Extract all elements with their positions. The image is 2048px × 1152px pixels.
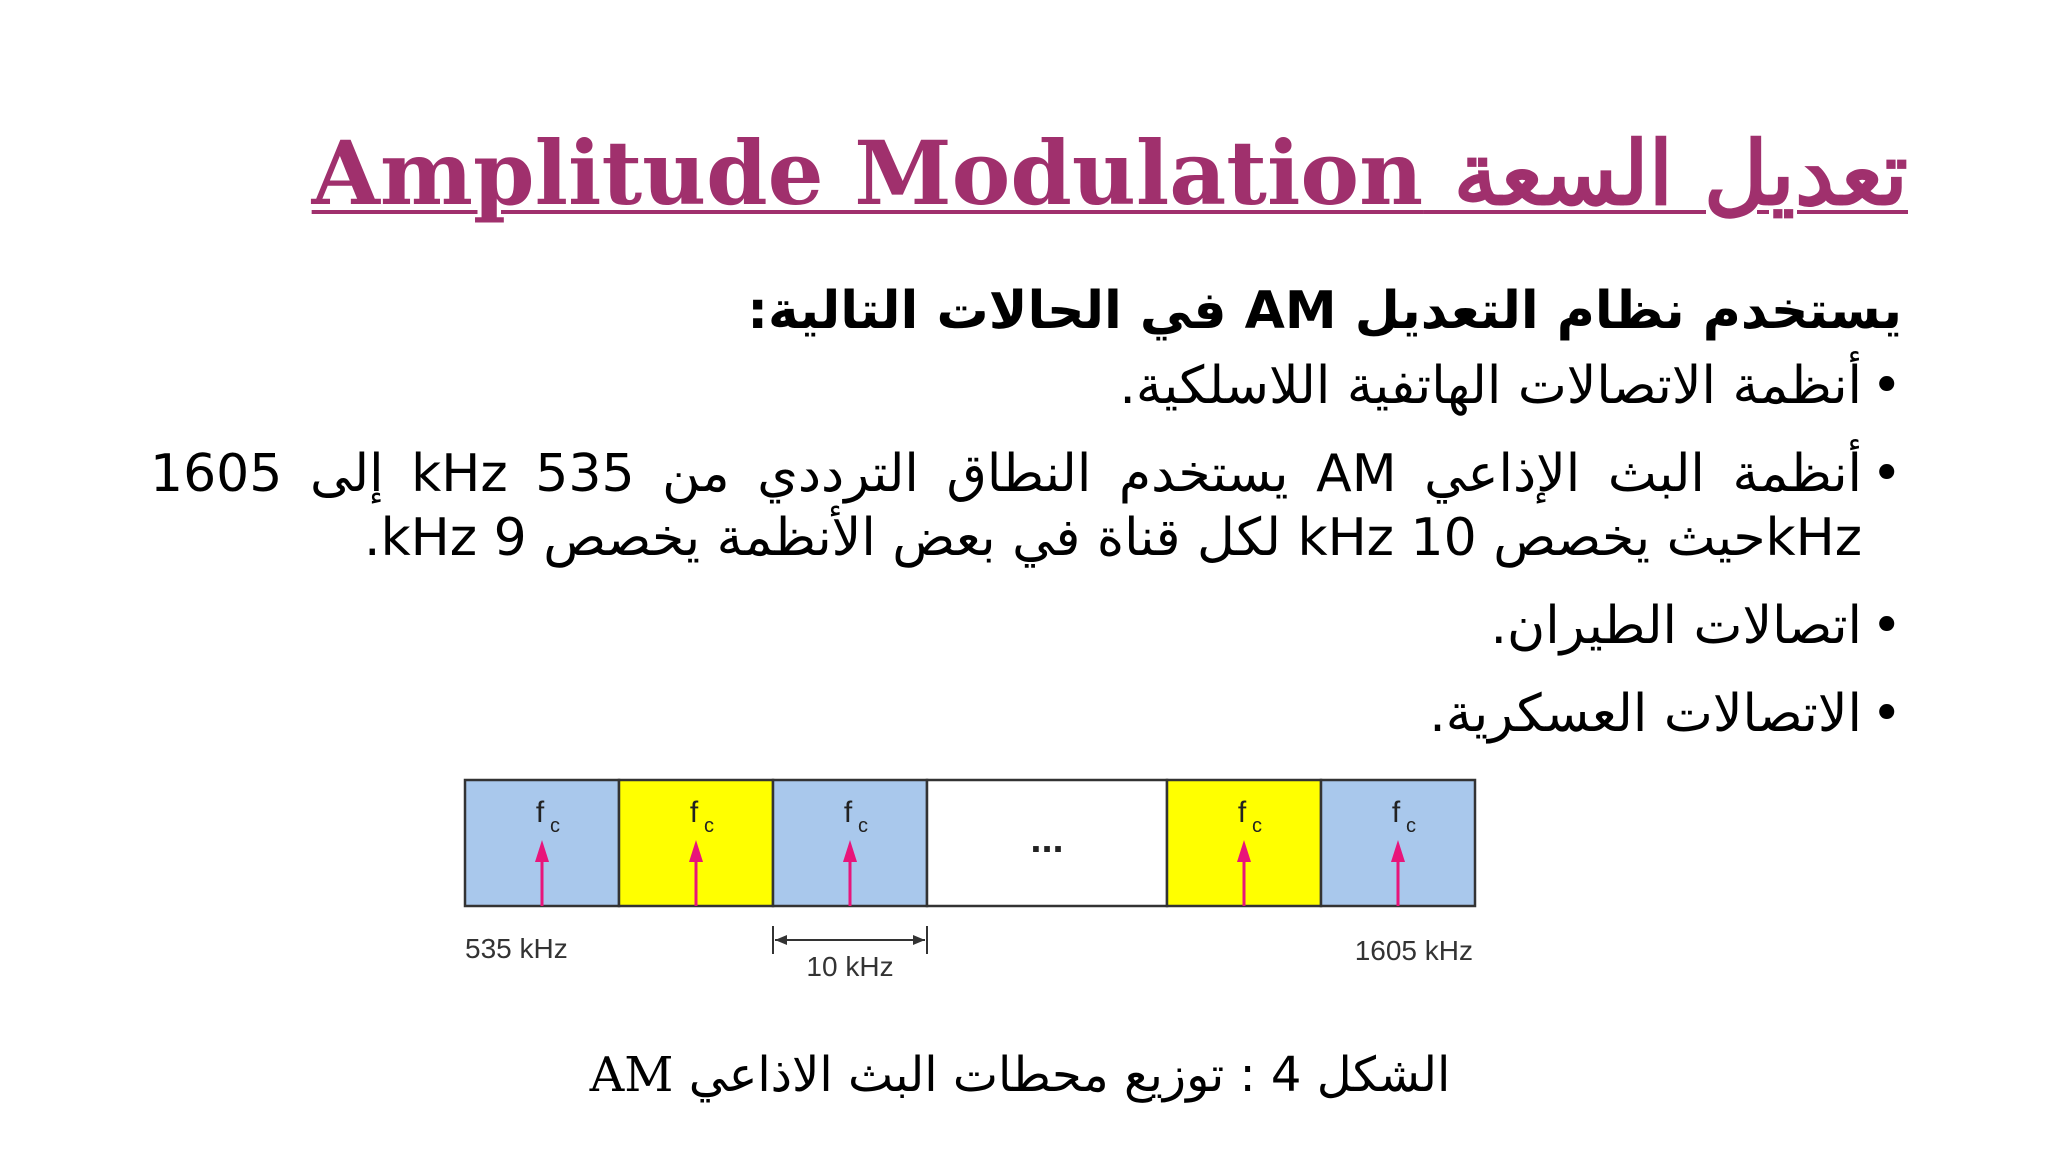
bullet-item: [150, 354, 1902, 418]
spacing-arrow-right-icon: [913, 935, 925, 945]
bullet-item: [150, 682, 1902, 746]
bullet-item: [150, 594, 1902, 658]
carrier-label-sub: c: [550, 815, 560, 837]
spacing-label: 10 kHz: [806, 951, 894, 982]
bullet-item: [150, 442, 1902, 570]
spacing-arrow-left-icon: [775, 935, 787, 945]
am-band-figure: [440, 758, 1500, 998]
bullet-text: اتصالات الطيران.: [1490, 596, 1862, 656]
bullet-dot-icon: •: [1871, 684, 1902, 744]
intro-text: يستخدم نظام التعديل AM في الحالات التالية:: [747, 281, 1902, 341]
end-frequency-label: 1605 kHz: [1354, 935, 1473, 966]
carrier-label: f: [689, 796, 699, 829]
carrier-label: f: [843, 796, 853, 829]
carrier-label-sub: c: [858, 815, 868, 837]
bullet-text: الاتصالات العسكرية.: [1429, 684, 1862, 744]
slide-content: [150, 268, 1902, 770]
start-frequency-label: 535 kHz: [465, 933, 568, 964]
caption-text: الشكل 4 : توزيع محطات البث الاذاعي: [688, 1047, 1451, 1103]
bullet-dot-icon: •: [1871, 596, 1902, 656]
carrier-label-sub: c: [1252, 815, 1262, 837]
bullet-list: [150, 354, 1902, 746]
slide-title: تعديل السعة Amplitude Modulation: [311, 121, 1908, 225]
bullet-text: أنظمة البث الإذاعي AM يستخدم النطاق الترددي من 535 kHz إلى 1605 kHzحيث يخصص 10 kHz لكل قناة في بعض الأنظمة يخصص 9 kHz.: [150, 444, 1862, 568]
caption-am: AM: [589, 1047, 674, 1103]
ellipsis-label: ...: [1030, 817, 1064, 861]
figure-caption: [400, 1044, 1640, 1106]
bullet-dot-icon: •: [1871, 356, 1902, 416]
bullet-dot-icon: •: [1871, 444, 1902, 504]
carrier-label-sub: c: [704, 815, 714, 837]
carrier-label: f: [1237, 796, 1247, 829]
carrier-label-sub: c: [1406, 815, 1416, 837]
carrier-label: f: [1391, 796, 1401, 829]
bullet-text: أنظمة الاتصالات الهاتفية اللاسلكية.: [1119, 356, 1862, 416]
am-band-diagram: [440, 758, 1500, 998]
carrier-label: f: [535, 796, 545, 829]
